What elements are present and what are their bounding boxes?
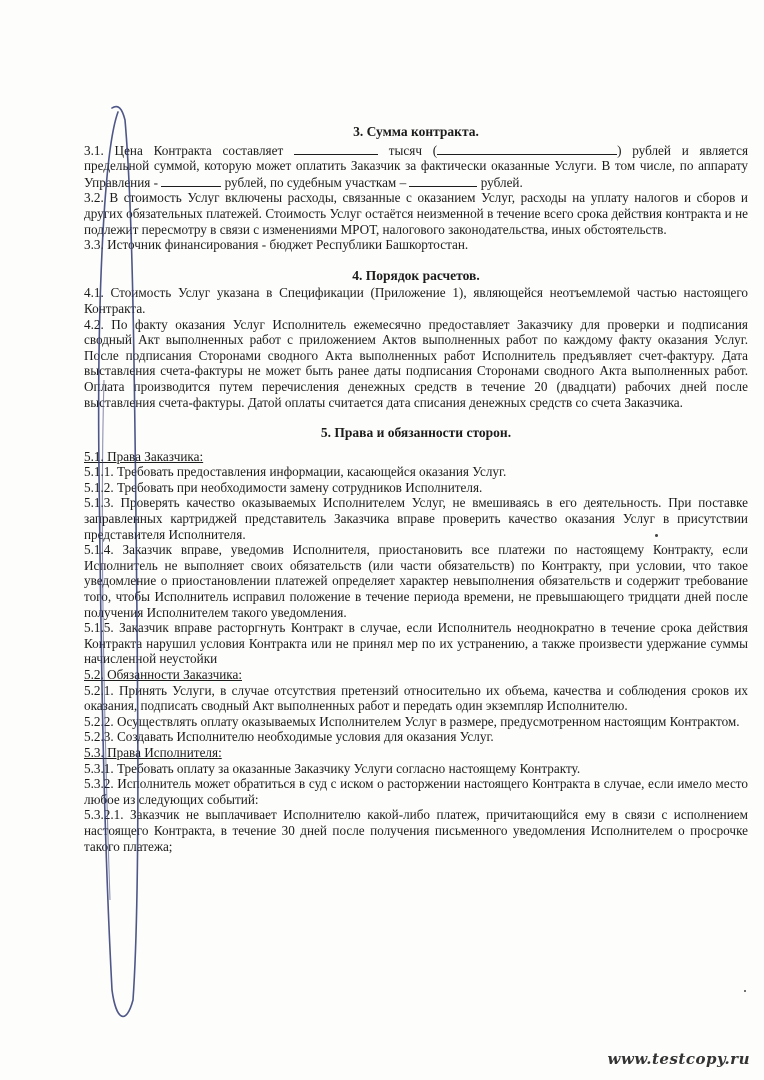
- clause-5-3-1: 5.3.1. Требовать оплату за оказанные Заказчику Услуги согласно настоящему Контракту.: [84, 760, 581, 776]
- clause-5-2-3: 5.2.3. Создавать Исполнителю необходимые условия для оказания Услуг.: [84, 729, 494, 745]
- clause-4-1: 4.1. Стоимость Услуг указана в Спецификации (Приложение 1), являющейся неотъемлемой частью настоящего Контракта.: [84, 285, 748, 316]
- price-blank: [294, 142, 378, 155]
- clause-5-2-1: 5.2.1. Принять Услуги, в случае отсутствия претензий относительно их объема, качества и соблюдения сроков их оказания, подписать сводный Акт выполненных работ и передать один экземпляр Исполнителю.: [84, 682, 748, 714]
- clause-3-1-part-e: рублей.: [480, 174, 523, 190]
- clause-3-1-part-a: 3.1. Цена Контракта составляет: [84, 142, 284, 158]
- clause-5-3-heading: 5.3. Права Исполнителя:: [84, 744, 222, 760]
- watermark-text: www.testcopy.ru: [607, 1050, 750, 1068]
- apparatus-amount-blank: [161, 174, 221, 187]
- clause-5-1-3: 5.1.3. Проверять качество оказываемых Исполнителем Услуг, не вмешиваясь в его деятельность. При поставке заправленных картриджей представитель Заказчика вправе проверить качество оказания Услуг в присутствии представителя Исполнителя.: [84, 495, 748, 542]
- section-3-title: 3. Сумма контракта.: [353, 124, 479, 139]
- court-amount-blank: [409, 174, 477, 187]
- section-5-title: 5. Права и обязанности сторон.: [320, 425, 512, 441]
- clause-5-1-5: 5.1.5. Заказчик вправе расторгнуть Контракт в случае, если Исполнитель неоднократно в течение срока действия Контракта нарушил условия Контракта или не принял мер по их устранению, а также произвести удержание суммы начисленной неустойки: [84, 620, 748, 667]
- clause-3-1-part-d: рублей, по судебным участкам –: [224, 174, 407, 190]
- clause-5-2-heading: 5.2. Обязанности Заказчика:: [84, 667, 242, 682]
- clause-3-1: [84, 142, 748, 191]
- price-words-blank: [437, 142, 617, 155]
- clause-5-3-2-1: 5.3.2.1. Заказчик не выплачивает Исполнителю какой-либо платеж, причитающийся ему в связи с исполнением настоящего Контракта, в течение 30 дней после получения письменного уведомления Исполнителем о просрочке такого платежа;: [84, 807, 748, 854]
- clause-5-1-heading: 5.1. Права Заказчика:: [84, 448, 204, 464]
- clause-5-1-4: 5.1.4. Заказчик вправе, уведомив Исполнителя, приостановить все платежи по настоящему Контракту, если Исполнитель не выполняет своих обязательств (или части обязательств) по Контракту, при условии, что такое уведомление о приостановлении платежей определяет характер невыполнения обязательств и содержит требование того, чтобы Исполнитель исправил положение в течение периода времени, не превышающего тридцати дней после получения Исполнителем такого уведомления.: [84, 542, 748, 620]
- clause-3-1-part-c: ) рублей и является предельной суммой, которую может оплатить Заказчик за фактически оказанные Услуги. В том числе, по аппарату Управления -: [84, 142, 749, 190]
- contract-text: [84, 124, 748, 854]
- clause-4-2: 4.2. По факту оказания Услуг Исполнитель ежемесячно предоставляет Заказчику для проверки и подписания сводный Акт выполненных работ с приложением Актов выполненных работ по каждому факту оказания Услуг. После подписания Сторонами сводного Акта выполненных работ Исполнитель предъявляет счет-фактуру. Дата выставления счета-фактуры не может быть ранее даты подписания Сторонами сводного Акта выполненных работ. Оплата производится путем перечисления денежных средств в течение 20 (двадцати) рабочих дней после выставления счета-фактуры. Датой оплаты считается дата списания денежных средств со счета Заказчика.: [84, 316, 748, 410]
- clause-3-1-part-b: тысяч (: [388, 142, 438, 158]
- scan-speck: [744, 990, 746, 992]
- clause-5-1-1: 5.1.1. Требовать предоставления информации, касающейся оказания Услуг.: [84, 464, 507, 480]
- clause-5-3-2: 5.3.2. Исполнитель может обратиться в суд с иском о расторжении настоящего Контракта в случае, если имело место любое из следующих событий:: [84, 776, 748, 807]
- clause-3-2: 3.2. В стоимость Услуг включены расходы, связанные с оказанием Услуг, расходы на уплату налогов и сборов и других обязательных платежей. Стоимость Услуг остаётся неизменной в течение всего срока действия контракта и не подлежит пересмотру в связи с изменениями МРОТ, налогового законодательства, иных обстоятельств.: [84, 190, 748, 237]
- clause-5-2-2: 5.2.2. Осуществлять оплату оказываемых Исполнителем Услуг в размере, предусмотренном настоящим Контрактом.: [84, 713, 740, 729]
- clause-3-3: 3.3. Источник финансирования - бюджет Республики Башкортостан.: [84, 237, 469, 253]
- section-4-title: 4. Порядок расчетов.: [352, 267, 480, 283]
- scan-speck: [655, 534, 658, 537]
- clause-5-1-2: 5.1.2. Требовать при необходимости замену сотрудников Исполнителя.: [84, 479, 483, 495]
